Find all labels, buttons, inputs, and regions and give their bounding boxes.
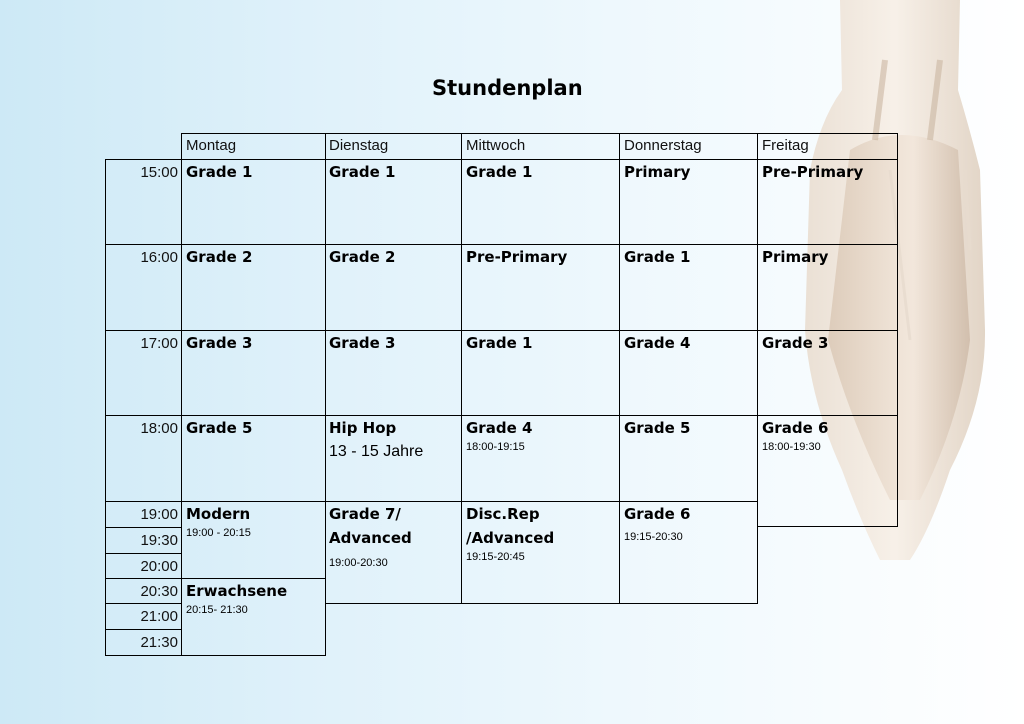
cell-montag-1900 <box>182 502 251 540</box>
class-label: Grade 6 <box>624 505 691 523</box>
time-label-2000: 20:00 <box>140 558 178 575</box>
grid-line <box>897 133 898 527</box>
class-label: Pre-Primary <box>762 163 864 181</box>
class-time: 19:15-20:30 <box>624 531 683 543</box>
class-label: Grade 4 <box>466 419 533 437</box>
class-label: Grade 3 <box>186 334 253 352</box>
cell-donnerstag-1700 <box>620 331 690 355</box>
time-label-1800: 18:00 <box>140 420 178 437</box>
cell-freitag-1800 <box>758 416 828 454</box>
class-label: Grade 4 <box>624 334 691 352</box>
class-label: Hip Hop <box>329 419 397 437</box>
cell-mittwoch-1600 <box>462 245 567 269</box>
cell-mittwoch-1800 <box>462 416 532 454</box>
class-label: Grade 2 <box>186 248 253 266</box>
class-label: Grade 1 <box>466 163 533 181</box>
page-title: Stundenplan <box>432 76 583 100</box>
class-label: Grade 6 <box>762 419 829 437</box>
class-label-line2: /Advanced <box>466 529 555 547</box>
class-label: Disc.Rep <box>466 505 540 523</box>
cell-montag-2030 <box>182 579 287 617</box>
class-label: Primary <box>624 163 691 181</box>
class-label: Grade 1 <box>624 248 691 266</box>
cell-mittwoch-1900 <box>462 502 554 564</box>
grid-line <box>758 526 898 527</box>
grid-line <box>105 501 758 502</box>
grid-line <box>105 244 898 245</box>
class-label: Erwachsene <box>186 582 288 600</box>
cell-dienstag-1600 <box>325 245 395 269</box>
grid-line <box>105 159 898 160</box>
time-label-1700: 17:00 <box>140 335 178 352</box>
grid-line <box>181 133 182 656</box>
class-label: Grade 5 <box>624 419 691 437</box>
cell-donnerstag-1800 <box>620 416 690 440</box>
time-label-2100: 21:00 <box>140 608 178 625</box>
cell-mittwoch-1700 <box>462 331 532 355</box>
grid-line <box>105 159 106 656</box>
grid-line <box>105 629 182 630</box>
cell-montag-1500 <box>182 160 252 184</box>
cell-montag-1700 <box>182 331 252 355</box>
class-label: Grade 3 <box>762 334 829 352</box>
time-label-1500: 15:00 <box>140 164 178 181</box>
class-label: Grade 2 <box>329 248 396 266</box>
cell-dienstag-1500 <box>325 160 395 184</box>
grid-line <box>325 603 758 604</box>
time-label-1600: 16:00 <box>140 249 178 266</box>
class-label: Grade 3 <box>329 334 396 352</box>
class-time: 19:00 - 20:15 <box>186 527 251 539</box>
cell-freitag-1600 <box>758 245 828 269</box>
class-time: 19:15-20:45 <box>466 551 525 563</box>
cell-freitag-1500 <box>758 160 863 184</box>
grid-line <box>105 415 898 416</box>
cell-mittwoch-1500 <box>462 160 532 184</box>
class-age-range: 13 - 15 Jahre <box>329 443 424 460</box>
time-label-2030: 20:30 <box>140 583 178 600</box>
class-time: 20:15- 21:30 <box>186 604 248 616</box>
ballet-shoe-image <box>780 0 1024 580</box>
grid-line <box>619 133 620 604</box>
class-label: Grade 5 <box>186 419 253 437</box>
grid-line <box>461 133 462 604</box>
grid-line <box>325 133 326 656</box>
class-time: 18:00-19:15 <box>466 441 525 453</box>
cell-dienstag-1800 <box>325 416 423 464</box>
class-label: Grade 1 <box>186 163 253 181</box>
class-label: Modern <box>186 505 251 523</box>
class-label: Primary <box>762 248 829 266</box>
column-header-donnerstag: Donnerstag <box>624 137 702 154</box>
column-header-dienstag: Dienstag <box>329 137 389 154</box>
time-label-1930: 19:30 <box>140 532 178 549</box>
grid-line <box>105 527 182 528</box>
grid-line <box>182 133 898 134</box>
time-label-2130: 21:30 <box>140 634 178 651</box>
cell-montag-1800 <box>182 416 252 440</box>
grid-line <box>105 603 182 604</box>
grid-line <box>105 655 326 656</box>
class-time: 18:00-19:30 <box>762 441 821 453</box>
column-header-mittwoch: Mittwoch <box>466 137 526 154</box>
cell-donnerstag-1600 <box>620 245 690 269</box>
class-label: Grade 7/ <box>329 505 401 523</box>
class-time: 19:00-20:30 <box>329 557 388 569</box>
cell-dienstag-1700 <box>325 331 395 355</box>
column-header-montag: Montag <box>186 137 237 154</box>
cell-dienstag-1900 <box>325 502 412 570</box>
cell-donnerstag-1900 <box>620 502 690 544</box>
class-label: Grade 1 <box>329 163 396 181</box>
grid-line <box>105 578 325 579</box>
grid-line <box>105 330 898 331</box>
cell-donnerstag-1500 <box>620 160 690 184</box>
time-label-1900: 19:00 <box>140 506 178 523</box>
class-label-line2: Advanced <box>329 529 412 547</box>
class-label: Pre-Primary <box>466 248 568 266</box>
cell-freitag-1700 <box>758 331 828 355</box>
class-label: Grade 1 <box>466 334 533 352</box>
grid-line <box>757 133 758 604</box>
grid-line <box>105 553 182 554</box>
column-header-freitag: Freitag <box>762 137 809 154</box>
cell-montag-1600 <box>182 245 252 269</box>
